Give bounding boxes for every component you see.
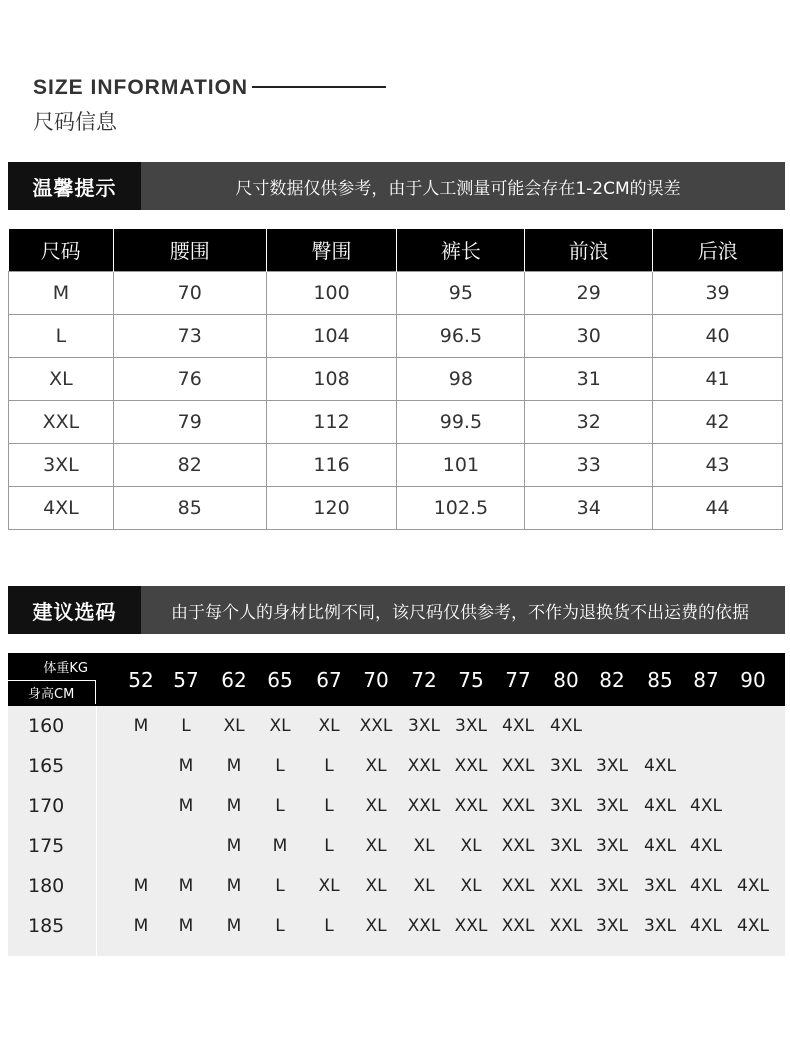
table-row bbox=[9, 271, 783, 314]
recommend-cell: XL bbox=[223, 716, 245, 736]
recommend-cell: M bbox=[178, 916, 194, 936]
recommend-cell: XL bbox=[365, 876, 387, 896]
recommend-cell: 4XL bbox=[690, 876, 722, 896]
recommend-cell: 4XL bbox=[502, 716, 534, 736]
table-cell: 40 bbox=[653, 314, 783, 357]
recommend-cell: M bbox=[272, 836, 288, 856]
recommend-cell: XXL bbox=[501, 916, 535, 936]
recommend-cell bbox=[730, 786, 776, 826]
recommend-cell: XXL bbox=[501, 796, 535, 816]
table-cell: 29 bbox=[525, 271, 653, 314]
recommend-cell: L bbox=[324, 916, 334, 936]
recommend-cell: XL bbox=[365, 756, 387, 776]
recommend-cell bbox=[683, 746, 729, 786]
weight-header-cell: 67 bbox=[316, 667, 342, 692]
table-cell: 82 bbox=[113, 443, 266, 486]
recommend-cell: XL bbox=[318, 716, 340, 736]
col-header-back-rise: 后浪 bbox=[653, 229, 783, 271]
table-cell: XXL bbox=[9, 400, 114, 443]
recommend-cell: XL bbox=[318, 876, 340, 896]
recommend-cell: L bbox=[275, 756, 285, 776]
table-cell: 98 bbox=[397, 357, 525, 400]
table-cell: 102.5 bbox=[397, 486, 525, 529]
weight-header-cell: 85 bbox=[647, 667, 673, 692]
recommend-cell bbox=[730, 826, 776, 866]
recommend-cell: XXL bbox=[454, 916, 488, 936]
recommend-cell bbox=[730, 746, 776, 786]
recommend-cell: L bbox=[275, 796, 285, 816]
recommend-cell: M bbox=[226, 876, 242, 896]
table-row bbox=[9, 443, 783, 486]
table-cell: 33 bbox=[525, 443, 653, 486]
recommend-cell: 3XL bbox=[550, 796, 582, 816]
table-cell: 96.5 bbox=[397, 314, 525, 357]
weight-header-cell: 65 bbox=[267, 667, 293, 692]
height-row-label: 180 bbox=[28, 875, 65, 897]
table-cell: 42 bbox=[653, 400, 783, 443]
recommend-cell: 3XL bbox=[596, 916, 628, 936]
table-cell: 70 bbox=[113, 271, 266, 314]
table-cell: M bbox=[9, 271, 114, 314]
table-cell: 30 bbox=[525, 314, 653, 357]
col-header-length: 裤长 bbox=[397, 229, 525, 271]
weight-header-cell: 72 bbox=[411, 667, 437, 692]
table-cell: 31 bbox=[525, 357, 653, 400]
section-title-en: SIZE INFORMATION bbox=[33, 76, 249, 99]
recommend-cell: M bbox=[133, 916, 149, 936]
recommend-banner bbox=[8, 586, 785, 634]
table-cell: 108 bbox=[266, 357, 397, 400]
recommend-cell bbox=[118, 746, 164, 786]
recommend-cell: M bbox=[133, 716, 149, 736]
table-cell: 39 bbox=[653, 271, 783, 314]
recommend-cell bbox=[683, 706, 729, 746]
weight-header-cell: 52 bbox=[128, 667, 154, 692]
recommend-cell: XXL bbox=[454, 756, 488, 776]
recommend-cell: 3XL bbox=[550, 836, 582, 856]
table-cell: 34 bbox=[525, 486, 653, 529]
recommend-cell: 3XL bbox=[408, 716, 440, 736]
col-header-front-rise: 前浪 bbox=[525, 229, 653, 271]
recommend-table-header bbox=[8, 653, 785, 706]
recommend-cell: M bbox=[178, 876, 194, 896]
table-cell: 101 bbox=[397, 443, 525, 486]
recommend-cell: L bbox=[275, 916, 285, 936]
recommend-cell bbox=[637, 706, 683, 746]
table-cell: 76 bbox=[113, 357, 266, 400]
recommend-cell: XXL bbox=[549, 876, 583, 896]
recommend-cell: 3XL bbox=[596, 756, 628, 776]
section-title-cn: 尺码信息 bbox=[33, 110, 117, 134]
weight-axis-label: 体重KG bbox=[43, 660, 88, 676]
tip-banner-text: 尺寸数据仅供参考，由于人工测量可能会存在1-2CM的误差 bbox=[235, 178, 681, 199]
recommend-cell: XXL bbox=[501, 756, 535, 776]
table-cell: 3XL bbox=[9, 443, 114, 486]
table-cell: 120 bbox=[266, 486, 397, 529]
size-table-header bbox=[9, 229, 783, 271]
table-row bbox=[9, 486, 783, 529]
recommend-cell: 3XL bbox=[644, 876, 676, 896]
weight-header-cell: 90 bbox=[740, 667, 766, 692]
tip-banner-tag: 温馨提示 bbox=[8, 162, 141, 210]
recommend-cell: 4XL bbox=[550, 716, 582, 736]
recommend-cell: 4XL bbox=[737, 876, 769, 896]
table-row bbox=[9, 400, 783, 443]
weight-header-cell: 87 bbox=[693, 667, 719, 692]
height-row-label: 185 bbox=[28, 915, 65, 937]
recommend-cell bbox=[163, 826, 209, 866]
table-cell: 73 bbox=[113, 314, 266, 357]
recommend-cell: XL bbox=[413, 876, 435, 896]
recommend-cell: M bbox=[226, 916, 242, 936]
recommend-cell: 3XL bbox=[596, 796, 628, 816]
table-row bbox=[9, 314, 783, 357]
table-cell: 104 bbox=[266, 314, 397, 357]
recommend-cell: L bbox=[275, 876, 285, 896]
height-axis-label: 身高CM bbox=[8, 680, 96, 704]
weight-header-cell: 82 bbox=[599, 667, 625, 692]
recommend-cell: M bbox=[133, 876, 149, 896]
weight-header-cell: 80 bbox=[553, 667, 579, 692]
table-cell: 44 bbox=[653, 486, 783, 529]
recommend-cell: 4XL bbox=[690, 836, 722, 856]
table-cell: 79 bbox=[113, 400, 266, 443]
table-cell: 32 bbox=[525, 400, 653, 443]
table-cell: 95 bbox=[397, 271, 525, 314]
recommend-cell: XL bbox=[365, 796, 387, 816]
table-cell: XL bbox=[9, 357, 114, 400]
col-header-waist: 腰围 bbox=[113, 229, 266, 271]
recommend-table bbox=[8, 653, 785, 956]
recommend-cell: XXL bbox=[407, 756, 441, 776]
height-row-label: 165 bbox=[28, 755, 65, 777]
recommend-banner-text: 由于每个人的身材比例不同，该尺码仅供参考，不作为退换货不出运费的依据 bbox=[171, 602, 749, 623]
recommend-cell: 4XL bbox=[644, 796, 676, 816]
title-divider bbox=[252, 86, 386, 88]
height-row-label: 175 bbox=[28, 835, 65, 857]
recommend-cell: L bbox=[324, 836, 334, 856]
recommend-cell: XXL bbox=[549, 916, 583, 936]
recommend-cell: 4XL bbox=[690, 796, 722, 816]
recommend-cell: M bbox=[178, 756, 194, 776]
recommend-cell: XL bbox=[460, 836, 482, 856]
recommend-cell: 3XL bbox=[596, 836, 628, 856]
recommend-cell: 3XL bbox=[596, 876, 628, 896]
col-header-hip: 臀围 bbox=[266, 229, 397, 271]
recommend-cell bbox=[730, 706, 776, 746]
table-row bbox=[9, 357, 783, 400]
table-cell: 41 bbox=[653, 357, 783, 400]
recommend-cell: M bbox=[226, 796, 242, 816]
weight-header-cell: 57 bbox=[173, 667, 199, 692]
size-table bbox=[8, 229, 783, 530]
recommend-cell: 4XL bbox=[737, 916, 769, 936]
recommend-cell: XXL bbox=[407, 796, 441, 816]
weight-header-cell: 70 bbox=[363, 667, 389, 692]
recommend-cell: 4XL bbox=[644, 756, 676, 776]
weight-header-cell: 75 bbox=[458, 667, 484, 692]
recommend-cell: 3XL bbox=[644, 916, 676, 936]
recommend-cell: L bbox=[324, 756, 334, 776]
recommend-cell: 3XL bbox=[455, 716, 487, 736]
recommend-cell: XL bbox=[365, 916, 387, 936]
weight-header-cell: 77 bbox=[505, 667, 531, 692]
recommend-cell: XL bbox=[413, 836, 435, 856]
recommend-cell: 3XL bbox=[550, 756, 582, 776]
recommend-cell: XL bbox=[365, 836, 387, 856]
recommend-banner-tag: 建议选码 bbox=[8, 586, 141, 634]
table-cell: 99.5 bbox=[397, 400, 525, 443]
recommend-cell: XXL bbox=[359, 716, 393, 736]
recommend-cell: XXL bbox=[407, 916, 441, 936]
recommend-cell: L bbox=[324, 796, 334, 816]
height-row-label: 170 bbox=[28, 795, 65, 817]
recommend-cell: XL bbox=[460, 876, 482, 896]
table-cell: L bbox=[9, 314, 114, 357]
recommend-cell: 4XL bbox=[690, 916, 722, 936]
height-column-divider bbox=[96, 706, 97, 956]
recommend-cell bbox=[589, 706, 635, 746]
weight-header-cell: 62 bbox=[221, 667, 247, 692]
recommend-cell: M bbox=[178, 796, 194, 816]
table-cell: 100 bbox=[266, 271, 397, 314]
table-cell: 4XL bbox=[9, 486, 114, 529]
recommend-cell: XXL bbox=[501, 836, 535, 856]
table-cell: 116 bbox=[266, 443, 397, 486]
recommend-cell: M bbox=[226, 756, 242, 776]
recommend-cell: XXL bbox=[454, 796, 488, 816]
recommend-cell: XXL bbox=[501, 876, 535, 896]
recommend-cell bbox=[118, 826, 164, 866]
recommend-cell: 4XL bbox=[644, 836, 676, 856]
table-cell: 43 bbox=[653, 443, 783, 486]
height-row-label: 160 bbox=[28, 715, 65, 737]
recommend-cell: L bbox=[181, 716, 191, 736]
table-cell: 85 bbox=[113, 486, 266, 529]
col-header-size: 尺码 bbox=[9, 229, 114, 271]
recommend-cell bbox=[118, 786, 164, 826]
recommend-cell: M bbox=[226, 836, 242, 856]
tip-banner bbox=[8, 162, 785, 210]
table-cell: 112 bbox=[266, 400, 397, 443]
recommend-cell: XL bbox=[269, 716, 291, 736]
